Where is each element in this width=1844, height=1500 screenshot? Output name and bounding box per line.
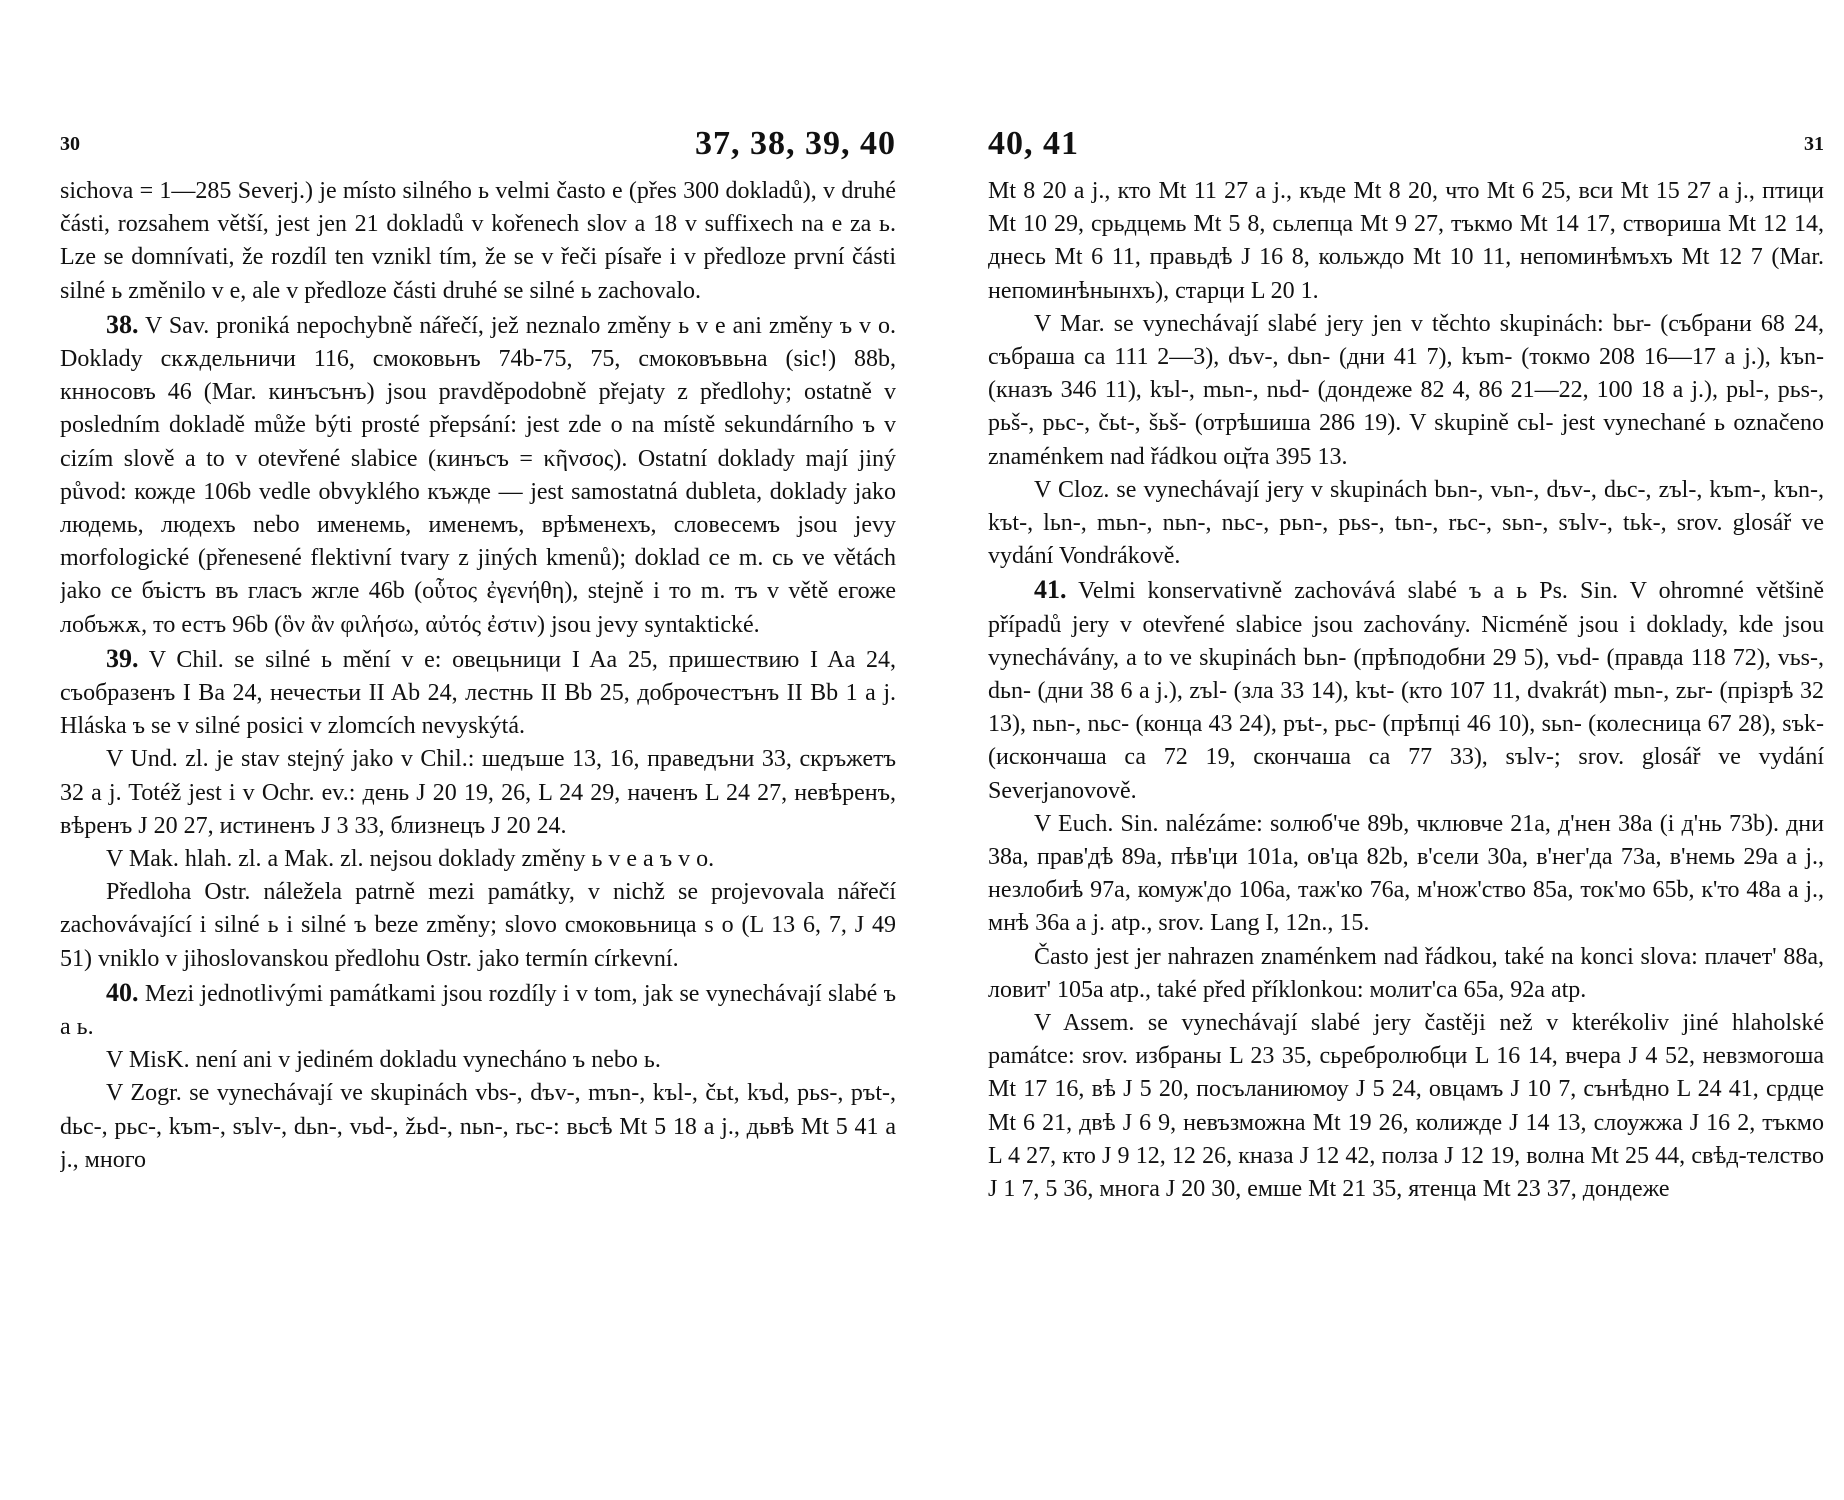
left-paragraph [60,743,896,843]
left-paragraph [60,876,896,976]
left-page-number: 30 [60,133,80,155]
right-running-header: 40, 41 [988,125,1079,162]
section-number: 39. [106,643,139,673]
paragraph-text: Mezi jednotlivými památkami jsou rozdíly i v tom, jak se vynechávají slabé ъ a ь. [60,980,896,1041]
right-paragraph [988,308,1824,474]
left-paragraph [60,175,896,308]
right-page [988,125,1824,1455]
section-number: 38. [106,309,139,339]
left-paragraph [60,1077,896,1177]
paragraph-text: Velmi konservativně zachovává slabé ъ a ь Ps. Sin. V ohromné většině případů jery v otevřené slabice jsou zachovány. Nicméně jsou i doklady, kde jsou vynechávány, a to ve skupinách bьn- (прѣподобни 29 5), vьd- (правда 118 72), vьs-, dьn- (дни 38 6 a j.), zъl- (зла 33 14), kъt- (кто 107 11, dvakrát) mьn-, zьr- (прізрѣ 32 13), nьn-, nьc- (конца 43 24), pъt-, pьc- (прѣпці 46 10), sьn- (колесница 67 28), sъk- (искончаша са 72 19, скончаша са 77 33), sъlv-; srov. glosář ve vydání Severjanovově. [988,578,1824,804]
right-paragraph [988,808,1824,941]
paragraph-text: V Und. zl. je stav stejný jako v Chil.: шедъше 13, 16, праведъни 33, скръжетъ 32 a j. Totéž jest i v Ochr. ev.: день J 20 19, 26, L 24 29, наченъ L 24 27, невѣренъ, вѣренъ J 20 27, истиненъ J 3 33, близнецъ J 20 24. [60,746,896,839]
right-page-number: 31 [1804,133,1824,155]
paragraph-text: V Chil. se silné ь mění v e: овецьници I Aa 25, пришествию I Aa 24, съобразенъ I Ba 24, нечестьи II Ab 24, лестнь II Bb 25, доброчестънъ II Bb 1 a j. Hláska ъ se v silné posici v zlomcích nevyskýtá. [60,646,896,740]
left-paragraph [60,976,896,1044]
paragraph-text: V Euch. Sin. nalézáme: ѕолюб'че 89b, чклювче 21a, д'нен 38a (i д'нь 73b). дни 38a, прав'дѣ 89a, пѣв'ци 101a, ов'ца 82b, в'сели 30a, в'нег'да 73a, в'немь 29a a j., незлобиѣ 97a, комуж'до 106a, таж'ко 76a, м'нож'ство 85a, ток'мо 65b, к'то 48a a j., мнѣ 36a a j. atp., srov. Lang I, 12n., 15. [988,810,1824,937]
section-number: 40. [106,977,139,1007]
paragraph-text: V Zogr. se vynechávají ve skupinách vbs-, dъv-, mъn-, kъl-, čьt, kъd, pьs-, pъt-, dьc-, pьc-, kъm-, sъlv-, dьn-, vьd-, žьd-, nьn-, rьc-: вьсѣ Mt 5 18 a j., дьвѣ Mt 5 41 a j., много [60,1080,896,1173]
paragraph-text: sichova = 1—285 Severj.) je místo silného ь velmi často e (přes 300 dokladů), v druhé části, rozsahem větší, jest jen 21 dokladů v kořenech slov a 18 v suffixech na e za ь. Lze se domnívati, že rozdíl ten vznikl tím, že se v řeči písaře i v předloze první části silné ь změnilo v e, ale v předloze části druhé se silné ь zachovalo. [60,178,896,304]
paragraph-text: Často jest jer nahrazen znaménkem nad řádkou, také na konci slova: плачет' 88a, ловит' 105a atp., také před příklonkou: молит'са 65a, 92a atp. [988,943,1824,1003]
left-paragraph [60,1044,896,1077]
paragraph-text: Mt 8 20 a j., кто Mt 11 27 a j., къде Mt 8 20, что Mt 6 25, вси Mt 15 27 a j., птици Mt 10 29, срьдцемь Mt 5 8, сьлепца Mt 9 27, тъкмо Mt 14 17, створиша Mt 12 14, днесь Mt 6 11, правьдѣ J 16 8, кольждо Mt 10 11, непоминѣмъхъ Mt 12 7 (Mar. непоминѣнынхъ), старци L 20 1. [988,178,1824,304]
section-number: 41. [1034,575,1067,605]
left-page-header [60,125,896,175]
right-page-body [988,175,1824,1206]
paragraph-text: V Sav. proniká nepochybně nářečí, jež neznalo změny ь v e ani změny ъ v o. Doklady скѫдельничи 116, смоковьнъ 74b-75, 75, смоковъвьна (sic!) 88b, кнносовъ 46 (Mar. кинъсънъ) jsou pravděpodobně přejaty z předlohy; ostatně v posledním dokladě může býti prosté přepsání: jest zde о na místě sekundárního ъ v cizím slově a to v otevřené slabice (кинъсъ = κῆνσος). Ostatní doklady mají jiný původ: кожде 106b vedle obvyklého къжде — jest samostatná dubleta, doklady jako людемь, людехъ nebo именемь, именемъ, врѣменехъ, словесемъ jsou jevy morfologické (přenesené flektivní tvary z jiných kmenů); doklad се m. сь ve větách jako се бъістъ въ гласъ жгле 46b (οὗτος ἐγενήθη), stejně i то m. тъ v větě егоже лобъжѫ, то естъ 96b (ὃν ἂν φιλήσω, αὐτός ἐστιν) jsou jevy syntaktické. [60,312,896,638]
left-paragraph [60,642,896,744]
left-paragraph [60,308,896,642]
left-running-header: 37, 38, 39, 40 [695,125,896,162]
right-paragraph [988,1007,1824,1206]
right-paragraph [988,573,1824,807]
right-paragraph [988,474,1824,574]
paragraph-text: V Cloz. se vynechávají jery v skupinách bьn-, vьn-, dъv-, dьc-, zъl-, kъm-, kъn-, kъt-, lьn-, mьn-, nьn-, nьc-, pьn-, pьs-, tьn-, rьc-, sьn-, sъlv-, tьk-, srov. glosář ve vydání Vondrákově. [988,476,1824,570]
left-page [60,125,896,1455]
paragraph-text: V Mak. hlah. zl. a Mak. zl. nejsou doklady změny ь v e a ъ v o. [106,846,715,873]
paragraph-text: V Assem. se vynechávají slabé jery častěji než v kterékoliv jiné hlaholské památce: srov. избраны L 23 35, сьребролюбци L 16 14, вчера J 4 52, невзмогоша Mt 17 16, вѣ J 5 20, посъланиюмоу J 5 24, овцамъ J 10 7, сънѣдно L 24 41, срдце Mt 6 21, двѣ J 6 9, невъзможна Mt 19 26, колижде J 14 13, слоужжа J 16 2, тъкмо L 4 27, кто J 9 12, 12 26, кназа J 12 42, полза J 12 19, волна Mt 25 44, свѣд-телство J 1 7, 5 36, многа J 20 30, емше Mt 21 35, ятенца Mt 23 37, дондеже [988,1010,1824,1203]
left-paragraph [60,843,896,876]
right-page-header [988,125,1824,175]
paragraph-text: V Mar. se vynechávají slabé jery jen v těchto skupinách: bьr- (събрани 68 24, събраша са 111 2—3), dъv-, dьn- (дни 41 7), kъm- (токмо 208 16—17 a j.), kъn- (кназъ 346 11), kъl-, mьn-, nьd- (дондеже 82 4, 86 21—22, 100 18 a j.), pьl-, pьs-, pьš-, pьc-, čьt-, šьš- (отрѣшиша 286 19). V skupině cьl- jest vynechané ь označeno znaménkem nad řádkou оц̆та 395 13. [988,310,1824,470]
left-page-body [60,175,896,1177]
right-paragraph [988,941,1824,1007]
right-paragraph [988,175,1824,308]
paragraph-text: Předloha Ostr. náležela patrně mezi památky, v nichž se projevovala nářečí zachovávající i silné ь i silné ъ beze změny; slovo смоковьница s о (L 13 6, 7, J 49 51) vniklo v jihoslovanskou předlohu Ostr. jako termín církevní. [60,879,896,972]
paragraph-text: V MisK. není ani v jediném dokladu vynecháno ъ nebo ь. [106,1047,661,1074]
